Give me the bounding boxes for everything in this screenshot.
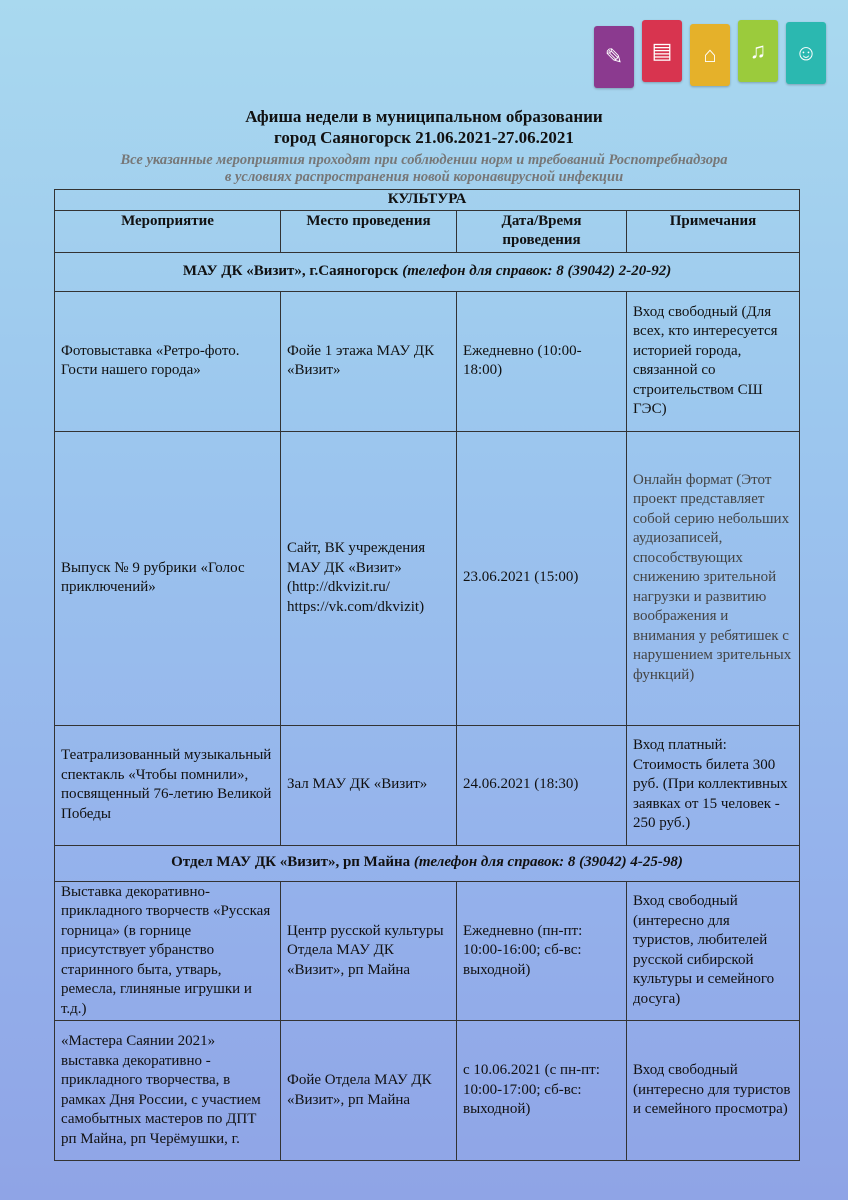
theater-masks-icon: ☺: [786, 22, 826, 84]
event-cell: Выставка декоративно-прикладного творчеств «Русская горница» (в горнице присутствует убранство старинного быта, утварь, ремесла, глиняные игрушки и т.д.): [55, 881, 281, 1021]
place-cell: Центр русской культуры Отдела МАУ ДК «Визит», рп Майна: [281, 881, 457, 1021]
place-cell: Фойе Отдела МАУ ДК «Визит», рп Майна: [281, 1021, 457, 1161]
group-header-row: [55, 845, 800, 881]
notice-line-2: в условиях распространения новой коронавирусной инфекции: [224, 169, 624, 185]
title-line-2: город Саяногорск 21.06.2021-27.06.2021: [274, 128, 574, 147]
group-phone: (телефон для справок: 8 (39042) 4-25-98): [413, 854, 683, 871]
house-icon: ⌂: [690, 24, 730, 86]
event-cell: Выпуск № 9 рубрики «Голос приключений»: [55, 431, 281, 725]
palette-icon: ✎: [594, 26, 634, 88]
events-table: [54, 189, 800, 1161]
event-cell: Фотовыставка «Ретро-фото. Гости нашего города»: [55, 291, 281, 431]
section-header-row: [55, 190, 800, 211]
date-cell: 23.06.2021 (15:00): [457, 431, 627, 725]
column-header-place: Место проведения: [281, 210, 457, 252]
table-row: [55, 1021, 800, 1161]
section-title: КУЛЬТУРА: [55, 190, 800, 211]
table-row: [55, 291, 800, 431]
page-title: [0, 106, 848, 148]
group-header-row: [55, 252, 800, 291]
group-name: Отдел МАУ ДК «Визит», рп Майна: [171, 854, 411, 871]
column-header-row: [55, 210, 800, 252]
music-notes-icon: ♫: [738, 20, 778, 82]
event-cell: Театрализованный музыкальный спектакль «Чтобы помнили», посвященный 76-летию Великой Победы: [55, 725, 281, 845]
date-cell: Ежедневно (пн-пт: 10:00-16:00; сб-вс: выходной): [457, 881, 627, 1021]
event-cell: «Мастера Саянии 2021» выставка декоративно - прикладного творчества, в рамках Дня России, с участием самобытных мастеров по ДПТ рп Майна, рп Черёмушки, г.: [55, 1021, 281, 1161]
group-name: МАУ ДК «Визит», г.Саяногорск: [182, 262, 399, 279]
book-icon: ▤: [642, 20, 682, 82]
column-header-notes: Примечания: [627, 210, 800, 252]
notes-cell: Вход свободный (интересно для туристов и семейного просмотра): [627, 1021, 800, 1161]
notes-cell: Вход свободный (Для всех, кто интересуется историей города, связанной со строительством СШ ГЭС): [627, 291, 800, 431]
notes-cell: Вход свободный (интересно для туристов, любителей русской сибирской культуры и семейного досуга): [627, 881, 800, 1021]
place-cell: Фойе 1 этажа МАУ ДК «Визит»: [281, 291, 457, 431]
place-cell: Сайт, ВК учреждения МАУ ДК «Визит» (http://dkvizit.ru/ https://vk.com/dkvizit): [281, 431, 457, 725]
date-cell: 24.06.2021 (18:30): [457, 725, 627, 845]
group-title: [55, 252, 800, 291]
column-header-event: Мероприятие: [55, 210, 281, 252]
notes-cell: Онлайн формат (Этот проект представляет собой серию небольших аудиозаписей, способствующих снижению зрительной нагрузки и развитию воображения и внимания у ребятишек с нарушением зрительных функций): [627, 431, 800, 725]
table-row: [55, 881, 800, 1021]
date-cell: с 10.06.2021 (с пн-пт: 10:00-17:00; сб-вс: выходной): [457, 1021, 627, 1161]
title-line-1: Афиша недели в муниципальном образовании: [245, 107, 603, 126]
group-phone: (телефон для справок: 8 (39042) 2-20-92): [402, 262, 672, 279]
notice-line-1: Все указанные мероприятия проходят при соблюдении норм и требований Роспотребнадзора: [120, 152, 728, 168]
logo: [594, 20, 824, 92]
notes-cell: Вход платный: Стоимость билета 300 руб. (При коллективных заявках от 15 человек - 250 руб.): [627, 725, 800, 845]
date-cell: Ежедневно (10:00-18:00): [457, 291, 627, 431]
place-cell: Зал МАУ ДК «Визит»: [281, 725, 457, 845]
group-title: [55, 845, 800, 881]
notice: [0, 152, 848, 186]
table-row: [55, 725, 800, 845]
table-row: [55, 431, 800, 725]
column-header-date: Дата/Время проведения: [457, 210, 627, 252]
